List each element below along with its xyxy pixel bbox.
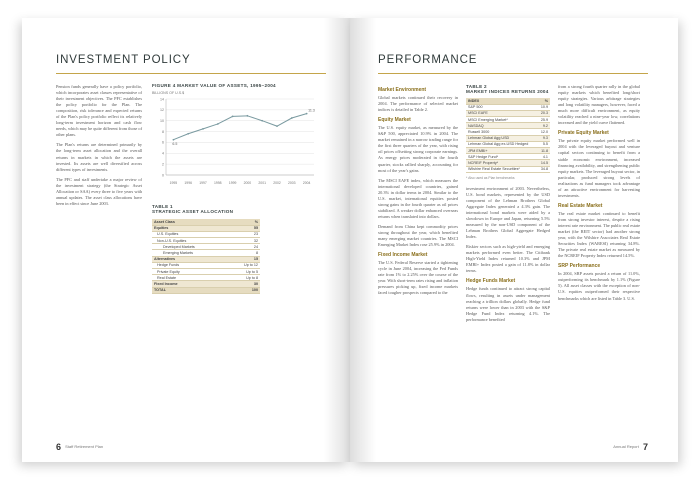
x-tick-label: 1996 — [184, 181, 192, 185]
index-name-cell: NASDAQ — [466, 123, 538, 129]
table-row — [466, 166, 550, 172]
right-footer-text: Annual Report — [613, 444, 639, 450]
body-paragraph: Riskier sectors such as high-yield and emerging markets performed even better. The Citibank High-Yield Index returned 10.3% and JPM EMBI+ Index posted a gain of 11.8% in dollar terms. — [466, 244, 550, 274]
series-line — [173, 114, 306, 140]
index-return-cell: 9.3 — [538, 135, 550, 141]
table-1-label: TABLE 1 — [152, 204, 173, 209]
allocation-cell: Up to 12 — [229, 262, 260, 268]
y-tick-label: 0 — [162, 173, 164, 178]
figure-4 — [152, 83, 322, 187]
right-page — [350, 18, 678, 462]
body-paragraph: Global markets continued their recovery in 2004. The performance of selected market indices is detailed in Table 2. — [378, 95, 458, 113]
index-name-cell: S&P 500 — [466, 104, 538, 110]
allocation-cell: 32 — [229, 238, 260, 244]
x-tick-label: 1999 — [228, 181, 237, 185]
index-return-cell: 20.3 — [538, 110, 550, 116]
allocation-cell: 30 — [229, 281, 260, 287]
section-subheading: Equity Market — [378, 117, 411, 124]
index-name-cell: MSCI Emerging Market* — [466, 117, 538, 123]
data-point — [202, 128, 204, 130]
left-footer — [56, 442, 103, 452]
asset-class-cell: TOTAL — [152, 287, 229, 293]
right-page-number: 7 — [642, 442, 648, 452]
right-text-column-1 — [378, 84, 458, 300]
x-tick-label: 2004 — [302, 181, 311, 185]
section-subheading: Market Environment — [378, 87, 427, 93]
x-tick-label: 2002 — [273, 181, 281, 185]
asset-class-cell: U.S. Equities — [152, 231, 229, 237]
y-tick-label: 14 — [160, 97, 164, 102]
body-paragraph: The MSCI EAFE index, which measures the international developed countries, gained 20.3% in dollar terms in 2004. Similar to the U.S. market, international equities posted strong gains in the fourth quarter as oil prices stabilized. A weaker dollar enhanced overseas returns when translated into dollars. — [378, 177, 458, 219]
asset-class-cell: Hedge Funds — [152, 262, 229, 268]
body-paragraph: The PFC and staff undertake a major review of the investment strategy (the Strategic Asset Allocation or SAA) every three to five years with annual updates. The asset class allocations have been in effect since June 2003. — [56, 176, 142, 206]
figure-4-label: FIGURE 4 MARKET VALUE OF ASSETS, 1995–2004 — [152, 83, 276, 88]
right-text-column-2 — [466, 186, 550, 323]
left-text-column — [56, 84, 142, 211]
x-tick-label: 1995 — [169, 181, 178, 185]
data-point — [306, 113, 308, 115]
y-tick-label: 2 — [162, 162, 164, 167]
allocation-cell: 23 — [229, 231, 260, 237]
body-paragraph: In 2004, SRP assets posted a return of 11.0%, outperforming its benchmark by 1.1% (Figure 5). All asset classes with the exception of non-U.S. equities outperformed their respective benchmarks which are listed in Table 3. U.S. — [558, 271, 640, 301]
data-point — [276, 125, 278, 127]
body-paragraph: investment environment of 2003. Nevertheless, U.S. bond markets, represented by the USD component of the Lehman Brothers Global Aggregate Index generated a 4.3% gain. The international bond markets were aided by a slowdown in Europe and Japan, returning 5.5% measured by the non-USD component of the Lehman Brothers Global Aggregate Hedged Index. — [466, 185, 550, 240]
left-footer-text: Staff Retirement Plan — [65, 444, 104, 450]
allocation-cell: Up to 5 — [229, 269, 260, 275]
y-tick-label: 6 — [162, 140, 164, 145]
index-name-cell: Russell 3000 — [466, 129, 538, 135]
left-page — [22, 18, 350, 462]
x-tick-label: 2000 — [243, 181, 252, 185]
index-name-cell: Lehman Global Agg ex-USD Hedged — [466, 141, 538, 147]
left-title-rule — [56, 73, 326, 74]
asset-class-cell: Alternatives — [152, 256, 229, 262]
index-return-cell: 5.5 — [538, 141, 550, 147]
index-return-cell: 14.5 — [538, 160, 550, 166]
index-name-cell: Lehman Global Agg USD — [466, 135, 538, 141]
table-header-cell: % — [538, 98, 550, 104]
x-tick-label: 2003 — [288, 181, 296, 185]
index-name-cell: Wilshire Real Estate Securities* — [466, 166, 538, 172]
allocation-cell: 55 — [229, 225, 260, 231]
right-title-rule — [378, 73, 648, 74]
figure-4-sublabel: BILLIONS OF U.S.$ — [152, 91, 185, 95]
body-paragraph: The Plan's returns are determined primarily by the long-term asset allocation and the overall returns in markets in which the assets are invested. Its assets are well diversified across different types of investments. — [56, 142, 142, 172]
table-header-cell: INDEX — [466, 98, 538, 104]
table-header-cell: Asset Class — [152, 219, 229, 225]
index-return-cell: 25.9 — [538, 117, 550, 123]
left-page-number: 6 — [56, 442, 62, 452]
table-2-note: * Also used as Plan benchmarks — [466, 175, 515, 180]
x-tick-label: 1998 — [214, 181, 222, 185]
data-point — [247, 115, 249, 117]
x-tick-label: 2001 — [258, 181, 266, 185]
market-indices-table — [466, 98, 550, 173]
first-data-label: 6.5 — [172, 142, 178, 147]
market-value-line-chart — [152, 95, 322, 187]
left-section-title: INVESTMENT POLICY — [56, 54, 191, 66]
index-return-cell: 4.1 — [538, 154, 550, 160]
table-1 — [152, 204, 260, 294]
asset-class-cell: Non-U.S. Equities — [152, 238, 229, 244]
body-paragraph: from a strong fourth quarter rally in the global equity markets which benefited long/short equity strategies. Various arbitrage strategies and long volatility managers, however, faced a much more difficult environment, as equity volatility reached a nine-year low, correlations increased and the yield curve flattened. — [558, 84, 640, 126]
index-name-cell: JPM EMBI+ — [466, 148, 538, 154]
index-name-cell: NCREIF Property* — [466, 160, 538, 166]
asset-class-cell: Fixed Income — [152, 281, 229, 287]
table-2-label: TABLE 2 — [466, 84, 487, 89]
asset-class-cell: Equities — [152, 225, 229, 231]
data-point — [217, 123, 219, 125]
data-point — [261, 120, 263, 122]
y-tick-label: 4 — [162, 151, 164, 156]
body-paragraph: The U.S. Federal Reserve started a tightening cycle in June 2004, increasing the Fed Funds rate from 1% to 2.25% over the course of the year. With short-term rates rising and inflation pressures picking up, fixed income markets faced tougher prospects compared to the — [378, 260, 458, 296]
allocation-cell: 15 — [229, 256, 260, 262]
asset-class-cell: Emerging Markets — [152, 250, 229, 256]
asset-class-cell: Real Estate — [152, 275, 229, 281]
index-return-cell: 9.2 — [538, 123, 550, 129]
right-footer — [613, 442, 648, 452]
annual-report-spread — [22, 18, 678, 462]
data-point — [232, 115, 234, 117]
index-return-cell: 12.0 — [538, 129, 550, 135]
section-subheading: Hedge Funds Market — [466, 278, 516, 285]
allocation-cell: 100 — [229, 287, 260, 293]
right-text-column-3 — [558, 84, 640, 306]
right-section-title: PERFORMANCE — [378, 54, 478, 66]
data-point — [173, 139, 175, 141]
strategic-asset-allocation-table — [152, 219, 260, 294]
section-subheading: Real Estate Market — [558, 202, 603, 209]
index-name-cell: S&P Hedge Fund* — [466, 154, 538, 160]
table-2-title: MARKET INDICES RETURNS 2004 — [466, 89, 549, 94]
x-tick-label: 1997 — [199, 181, 207, 185]
index-return-cell: 34.8 — [538, 166, 550, 172]
asset-class-cell: Developed Markets — [152, 244, 229, 250]
index-name-cell: MSCI EAFE — [466, 110, 538, 116]
allocation-cell: 8 — [229, 250, 260, 256]
allocation-cell: Up to 8 — [229, 275, 260, 281]
y-tick-label: 8 — [162, 129, 164, 134]
index-return-cell: 10.9 — [538, 104, 550, 110]
last-data-label: 11.3 — [308, 108, 315, 113]
table-1-title: STRATEGIC ASSET ALLOCATION — [152, 209, 234, 214]
body-paragraph: The real estate market continued to benefit from strong investor interest, despite a rising interest rate environment. The public real estate market (the REIT sector) had another strong year, with the Wilshire Associates Real Estate Securities Index (WARESI) returning 34.8%. The private real estate market as measured by the NCREIF Property Index returned 14.5%. — [558, 210, 640, 259]
section-subheading: Private Equity Market — [558, 130, 609, 137]
section-subheading: Fixed Income Market — [378, 252, 428, 259]
body-paragraph: Pension funds generally have a policy portfolio, which incorporates asset classes representative of their investment objectives. The PFC establishes the policy portfolio for the Plan. The composition, risk tolerance and expected returns of the Plan's policy portfolio reflect its relatively long-term investment horizon and cash flow needs, which may be quite different from those of other plans. — [56, 84, 142, 138]
data-point — [291, 117, 293, 119]
body-paragraph: Demand from China kept commodity prices strong throughout the year, which benefited many emerging market countries. The MSCI Emerging Market Index rose 25.9% in 2004. — [378, 223, 458, 248]
y-tick-label: 12 — [160, 108, 164, 113]
y-tick-label: 10 — [160, 119, 164, 124]
table-header-cell: % — [229, 219, 260, 225]
body-paragraph: The U.S. equity market, as measured by the S&P 500, appreciated 10.9% in 2004. The market remained in a narrow trading range for the first three quarters of the year, with rising oil prices offsetting strong corporate earnings. As energy prices moderated in the fourth quarter, stocks rallied sharply, accounting for most of the year's gains. — [378, 125, 458, 173]
section-subheading: SRP Performance — [558, 263, 601, 270]
allocation-cell: 24 — [229, 244, 260, 250]
index-return-cell: 11.8 — [538, 148, 550, 154]
asset-class-cell: Private Equity — [152, 269, 229, 275]
data-point — [187, 133, 189, 135]
body-paragraph: Hedge funds continued to attract strong capital flows, resulting in assets under management reaching a trillion dollars globally. Hedge fund returns were lower than in 2003 with the S&P Hedge Fund Index returning 4.1%. The performance benefited — [466, 286, 550, 322]
body-paragraph: The private equity market performed well in 2004 with the leveraged buyout and venture capital sectors continuing to benefit from a stable economic environment, increased financing availability, and strengthening public equity markets. The leveraged buyout sector, in particular, produced strong levels of realizations as fund managers took advantage of an attractive environment for harvesting investments. — [558, 138, 640, 198]
table-row — [152, 287, 260, 293]
right-column-2 — [466, 84, 550, 327]
